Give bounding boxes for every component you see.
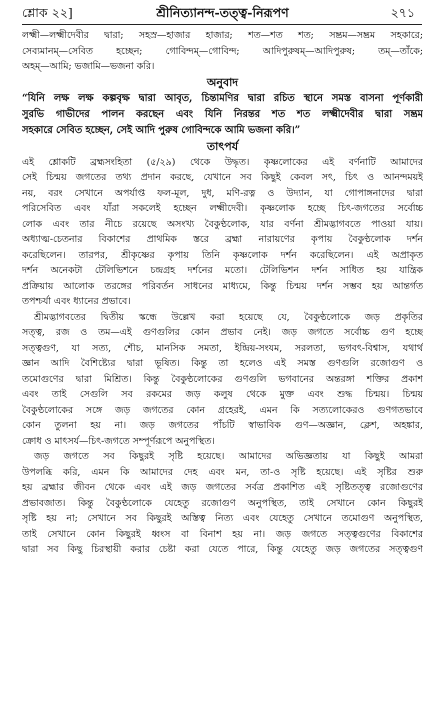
purport-line: লোক এবং তার নীচে রয়েছে অসংখ্য বৈকুণ্ঠলোক, যার বর্ণনা শ্রীমদ্ভাগবতে পাওয়া যায়।: [22, 218, 423, 230]
translation-heading: অনুবাদ: [206, 75, 239, 89]
purport-line: তপশ্চর্যা এবং ধ্যানের প্রভাবে।: [22, 296, 131, 307]
purport-line: সত্ত্বগুণ, যা সত্য, শৌচ, মানসিক সমতা, ইন্দ্রিয়-সংযম, সরলতা, ভগবৎ-বিশ্বাস, যথার্থ: [22, 342, 423, 354]
purport-line: নয়, বরং সেখানে অপর্যাপ্ত ফল-মূল, দুধ, মণি-রত্ন ও উদ্যান, যা গোপাঙ্গনাদের দ্বারা: [22, 187, 423, 199]
purport-line: জ্ঞান আদি বৈশিষ্ট্যের দ্বারা ভূষিত। কিন্তু তা হলেও এই সমস্ত গুণগুলি রজোগুণ ও: [22, 358, 423, 369]
purport-line: বৈকুণ্ঠলোকের সঙ্গে জড় জগতের কোন গ্রহেরই, এমন কি সত্যলোকেরও গুণগতভাবে: [22, 404, 423, 416]
purport-line: হয় ব্রহ্মার জীবন থেকে এবং এই জড় জগতের সর্বত্র প্রকাশিত এই সৃষ্টিতত্ত্ব রজোগুণের: [22, 482, 423, 493]
purport-line: কোন তুলনা হয় না। জড় জগতের পাঁচটি স্বাভাবিক গুণ—অজ্ঞান, ক্লেশ, অহঙ্কার,: [22, 420, 423, 431]
purport-line: এই শ্লোকটি ব্রহ্মসংহিতা (৫/২৯) থেকে উদ্ধৃত। কৃষ্ণলোকের এই বর্ণনাটি আমাদের: [22, 156, 423, 168]
purport-line: সেই চিন্ময় জগতের তথ্য প্রদান করছে, যেখানে সব কিছুই কেবল সৎ, চিৎ ও আনন্দময়ই: [22, 172, 423, 183]
glossary-line: সেব্যমানম্—সেবিত হচ্ছেন; গোবিন্দম্—গোবিন্দ; আদিপুরুষম্—আদিপুরুষ; তম্—তাঁকে;: [22, 45, 423, 57]
purport-line: করেছিলেন। তারপর, শ্রীকৃষ্ণের কৃপায় তিনি কৃষ্ণলোক দর্শন করেছিলেন। এই অপ্রাকৃত: [22, 249, 423, 261]
purport-line: দর্শন অনেকটা টেলিভিশনে চন্দ্রগ্রহ দর্শনের মতো। টেলিভিশন দর্শন সাধিত হয় যান্ত্রিক: [22, 265, 423, 276]
purport-line: শ্রীমদ্ভাগবতের দ্বিতীয় স্কন্ধে উল্লেখ করা হয়েছে যে, বৈকুণ্ঠলোকে জড় প্রকৃতির: [34, 311, 423, 323]
purport-line: সৃষ্টি হয় না; সেখানে সব কিছুরই অস্তিত্ব নিত্য এবং যেহেতু সেখানে তমোগুণ অনুপস্থিত,: [22, 513, 423, 524]
purport-line: পরিসেবিত এবং যাঁরা সকলেই হচ্ছেন লক্ষ্মীদেবী। কৃষ্ণলোক হচ্ছে চিৎ-জগতের সর্বোচ্চ: [22, 203, 423, 214]
purport-line: অধ্যাত্ম-চেতনার বিকাশের প্রাথমিক স্তরে ব্রহ্মা নারায়ণের কৃপায় বৈকুণ্ঠলোক দর্শন: [22, 234, 423, 245]
purport-line: তাই সেখানে কোন কিছুরই ধ্বংস বা বিনাশ হয় না। জড় জগতে সত্ত্বগুণের বিকাশের: [22, 528, 423, 540]
chapter-title: শ্রীনিত্যানন্দ-তত্ত্ব-নিরূপণ: [156, 5, 289, 20]
purport-line: জড় জগতে সব কিছুরই সৃষ্টি হয়েছে। আমাদের অভিজ্ঞতায় যা কিছুই আমরা: [34, 451, 423, 462]
running-header: [0, 0, 445, 22]
purport-line: ক্রোধ ও মাৎসর্য—চিৎ-জগতে সম্পূর্ণরূপে অনুপস্থিত।: [22, 435, 215, 447]
page-body: [22, 28, 423, 558]
purport-line: প্রভাবজাত। কিন্তু বৈকুণ্ঠলোকে যেহেতু রজোগুণ অনুপস্থিত, তাই সেখানে কোন কিছুরই: [22, 497, 423, 509]
glossary-line: লক্ষ্মী—লক্ষ্মীদেবীর দ্বারা; সহস্র—হাজার হাজার; শত—শত শত; সম্ভ্রম—সম্ভ্রম সহকারে;: [22, 30, 423, 41]
page-number: ২৭১: [390, 5, 415, 20]
translation-line: সুরভি গাভীদের পালন করছেন এবং যিনি নিরন্তর শত শত লক্ষ্মীদেবীর দ্বারা সম্ভ্রম: [22, 108, 423, 120]
purport-line: উপলব্ধি করি, এমন কি আমাদের দেহ এবং মন, তা-ও সৃষ্টি হয়েছে। এই সৃষ্টির শুরু: [22, 466, 423, 478]
purport-line: দ্বারা সব কিছু চিরস্থায়ী করার চেষ্টা করা যেতে পারে, কিন্তু যেহেতু জড় জগতের সত্ত্বগুণ: [22, 544, 423, 555]
purport-line: তমোগুণের দ্বারা মিশ্রিত। কিন্তু বৈকুণ্ঠলোকের গুণগুলি ভগবানের অন্তরঙ্গা শক্তির প্রকাশ: [22, 373, 423, 385]
verse-reference: শ্লোক ২২]: [22, 5, 73, 20]
glossary-line: অহম্—আমি; ভজামি—ভজনা করি।: [22, 61, 155, 72]
translation-line: “যিনি লক্ষ লক্ষ কল্পবৃক্ষ দ্বারা আবৃত, চিন্তামণির দ্বারা রচিত স্থানে সমস্ত বাসনা পূর্ণকারী: [22, 92, 423, 104]
header-rule: [22, 24, 422, 25]
purport-heading: তাৎপর্য: [206, 139, 239, 153]
purport-line: এবং তাই সেগুলি সব রকমের জড় কলুষ থেকে মুক্ত এবং শুদ্ধ চিন্ময়। চিন্ময়: [22, 389, 423, 400]
purport-line: প্রক্রিয়ায় আলোক তরঙ্গের পরিবর্তন সাধনের মাধ্যমে, কিন্তু চিন্ময় দর্শন সম্ভব হয় আন্তর্গত: [22, 280, 423, 292]
translation-line: সহকারে সেবিত হচ্ছেন, সেই আদি পুরুষ গোবিন্দকে আমি ভজনা করি।”: [22, 124, 301, 136]
purport-line: সত্ত্ব, রজ ও তম—এই গুণগুলির কোন প্রভাব নেই। জড় জগতে সর্বোচ্চ গুণ হচ্ছে: [22, 327, 423, 338]
